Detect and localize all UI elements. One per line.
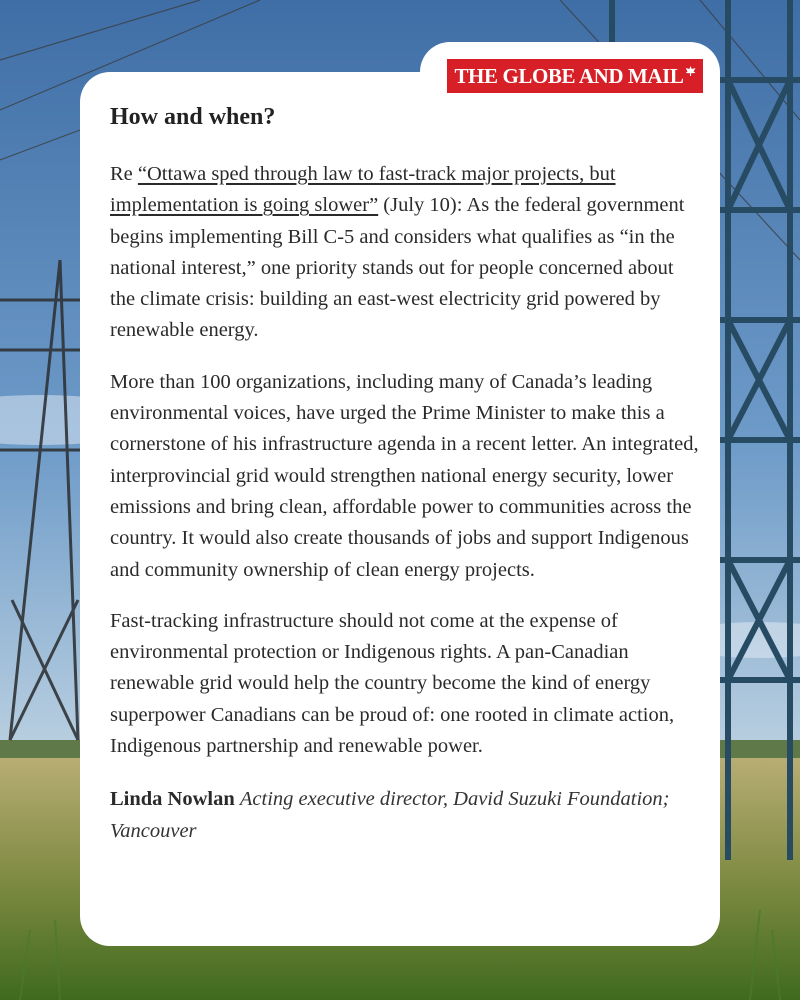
letter-paragraph-3: Fast-tracking infrastructure should not come at the expense of environmental protection or Indigenous rights. A pan-Canadian renewable grid would help the country become the kind of energy superpower Canadians can be proud of: one rooted in climate action, Indigenous partnership and renewable power. [110, 609, 675, 758]
author-name: Linda Nowlan [110, 788, 235, 811]
letter-paragraph-2: More than 100 organizations, including many of Canada’s leading environmental voices, have urged the Prime Minister to make this a cornerstone of his infrastructure agenda in a recent letter. An integrated, interprovincial grid would strengthen national energy security, lower emissions and bring clean, affordable power to communities across the country. It would also create thousands of jobs and support Indigenous and community ownership of clean energy projects. [110, 370, 699, 581]
article-link[interactable]: “Ottawa sped through law to fast-track major projects, but implementation is going slower” [110, 163, 616, 217]
letter-signature [110, 784, 700, 847]
paragraph-1-body: (July 10): As the federal government begins implementing Bill C-5 and considers what qualifies as “in the national interest,” one priority stands out for people concerned about the climate crisis: building an east-west electricity grid powered by renewable energy. [110, 194, 685, 342]
globe-and-mail-logo [447, 59, 703, 93]
author-title: Acting executive director, David Suzuki Foundation; Vancouver [110, 788, 670, 842]
publication-name: THE GLOBE AND MAIL [454, 64, 684, 88]
paragraph-prefix: Re [110, 163, 138, 185]
letter-headline: How and when? [110, 104, 276, 130]
letter-paragraph-1 [110, 159, 700, 347]
letter-content [110, 97, 700, 847]
maple-leaf-icon [686, 66, 696, 76]
